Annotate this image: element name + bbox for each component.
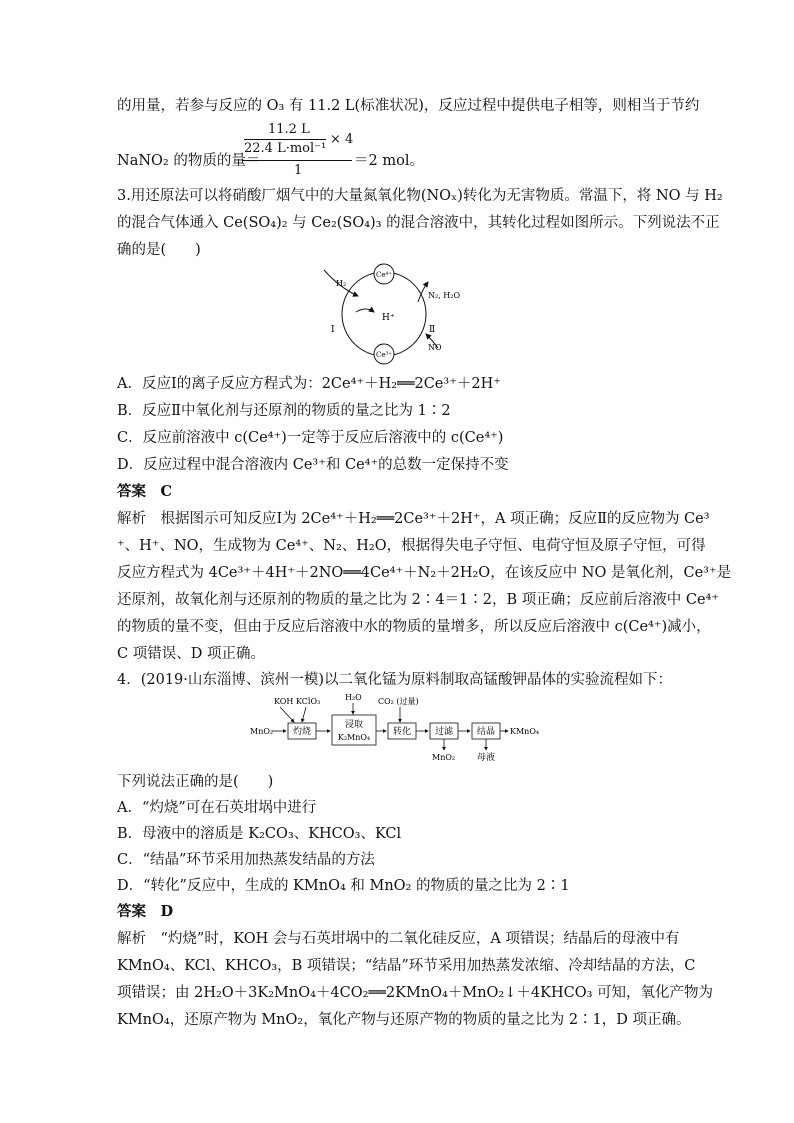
label-II: Ⅱ	[429, 325, 436, 335]
flow-box-2-label-2: K₂MnO₄	[337, 733, 371, 742]
frac-den: 1	[294, 163, 303, 178]
no-label: NO	[428, 343, 442, 352]
center-arrow	[356, 309, 374, 312]
q3-stem-3: 确的是( )	[117, 242, 201, 258]
q3-stem-1: 3.用还原法可以将硝酸厂烟气中的大量氮氧化物(NOₓ)转化为无害物质。常温下，将 NO 与 H₂	[117, 188, 723, 204]
q4-option-d: D．“转化”反应中，生成的 KMnO₄ 和 MnO₂ 的物质的量之比为 2∶1	[117, 878, 570, 894]
flow-end: KMnO₄	[510, 727, 540, 736]
flow-box-3-label: 转化	[392, 727, 412, 737]
q3-cycle-diagram	[318, 262, 478, 372]
q3-option-a: A．反应Ⅰ的离子反应方程式为：2Ce⁴⁺＋H₂══2Ce³⁺＋2H⁺	[117, 376, 501, 392]
right-top-label: N₂, H₂O	[428, 291, 461, 300]
flow-co2: CO₂ (过量)	[378, 697, 419, 706]
flow-box-5-label: 结晶	[476, 727, 496, 737]
q4-flow-diagram	[250, 690, 550, 765]
intro-line-1: 的用量，若参与反应的 O₃ 有 11.2 L(标准状况)，反应过程中提供电子相等，则相当于节约	[117, 98, 700, 114]
q4-answer: 答案 D	[117, 903, 174, 920]
q3-option-b: B．反应Ⅱ中氧化剂与还原剂的物质的量之比为 1∶2	[117, 403, 451, 419]
q3-analysis-1: 解析 根据图示可知反应Ⅰ为 2Ce⁴⁺＋H₂══2Ce³⁺＋2H⁺，A 项正确；反应Ⅱ的反应物为 Ce³	[117, 511, 710, 527]
q3-analysis-2: ⁺、H⁺、NO，生成物为 Ce⁴⁺、N₂、H₂O，根据得失电子守恒、电荷守恒及原子守恒，可得	[117, 538, 706, 554]
q4-analysis-2: KMnO₄、KCl、KHCO₃，B 项错误；“结晶”环节采用加热蒸发浓缩、冷却结晶的方法，C	[117, 958, 696, 974]
ce4-label: Ce⁴⁺	[376, 271, 392, 279]
q4-option-b: B．母液中的溶质是 K₂CO₃、KHCO₃、KCl	[117, 826, 402, 842]
frac-inner-bar	[244, 139, 326, 140]
q4-question: 下列说法正确的是( )	[117, 774, 274, 790]
flow-arrow-kclo3	[302, 707, 306, 722]
flow-out-1: MnO₂	[432, 753, 456, 762]
frac-times: × 4	[330, 132, 354, 147]
q4-analysis-4: KMnO₄，还原产物为 MnO₂，氧化产物与还原产物的物质的量之比为 2∶1，D 项正确。	[117, 1012, 691, 1028]
q3-option-c: C．反应前溶液中 c(Ce⁴⁺)一定等于反应后溶液中的 c(Ce⁴⁺)	[117, 430, 504, 446]
flow-h2o: H₂O	[345, 693, 362, 702]
flow-box-1-label: 灼烧	[292, 727, 312, 737]
flow-arrow-koh	[280, 707, 294, 722]
q4-analysis-1: 解析 “灼烧”时，KOH 会与石英坩埚中的二氧化硅反应，A 项错误；结晶后的母液中有	[117, 931, 680, 947]
q3-analysis-6: C 项错误、D 项正确。	[117, 646, 265, 662]
q4-option-c: C．“结晶”环节采用加热蒸发结晶的方法	[117, 852, 375, 868]
h2-label: H₂	[336, 279, 347, 288]
frac-num-top: 11.2 L	[268, 122, 310, 137]
q3-analysis-5: 的物质的量不变，但由于反应后溶液中水的物质的量增多，所以反应后溶液中 c(Ce⁴⁺)减小，	[117, 619, 711, 635]
frac-num-bottom: 22.4 L·mol⁻¹	[244, 141, 327, 156]
flow-box-4-label: 过滤	[434, 727, 454, 737]
q3-answer: 答案 C	[117, 483, 173, 500]
center-label: H⁺	[382, 313, 395, 323]
q3-option-d: D．反应过程中混合溶液内 Ce³⁺和 Ce⁴⁺的总数一定保持不变	[117, 457, 509, 473]
flow-kclo3: KClO₃	[296, 697, 321, 706]
q3-analysis-4: 还原剂，故氧化剂与还原剂的物质的量之比为 2∶4＝1∶2，B 项正确；反应前后溶液中 Ce⁴⁺	[117, 592, 720, 608]
label-I: Ⅰ	[331, 325, 335, 335]
q3-stem-2: 的混合气体通入 Ce(SO₄)₂ 与 Ce₂(SO₄)₃ 的混合溶液中，其转化过程如图所示。下列说法不正	[117, 215, 720, 231]
q4-stem: 4．(2019·山东淄博、滨州一模)以二氧化锰为原料制取高锰酸钾晶体的实验流程如下：	[117, 672, 673, 688]
q4-analysis-3: 项错误；由 2H₂O＋3K₂MnO₄＋4CO₂══2KMnO₄＋MnO₂↓＋4KHCO₃ 可知，氧化产物为	[117, 985, 713, 1001]
intro-line-2-suffix: ＝2 mol。	[354, 153, 424, 169]
intro-line-2-prefix: NaNO₂ 的物质的量＝	[117, 153, 261, 169]
flow-start: MnO₂	[250, 727, 274, 736]
flow-out-2: 母液	[477, 753, 496, 763]
flow-koh: KOH	[274, 697, 294, 706]
ce3-label: Ce³⁺	[376, 351, 392, 359]
flow-box-2-label-1: 浸取	[344, 720, 364, 730]
q4-option-a: A．“灼烧”可在石英坩埚中进行	[117, 800, 317, 816]
q3-analysis-3: 反应方程式为 4Ce³⁺＋4H⁺＋2NO══4Ce⁴⁺＋N₂＋2H₂O，在该反应中 NO 是氧化剂，Ce³⁺是	[117, 565, 732, 581]
